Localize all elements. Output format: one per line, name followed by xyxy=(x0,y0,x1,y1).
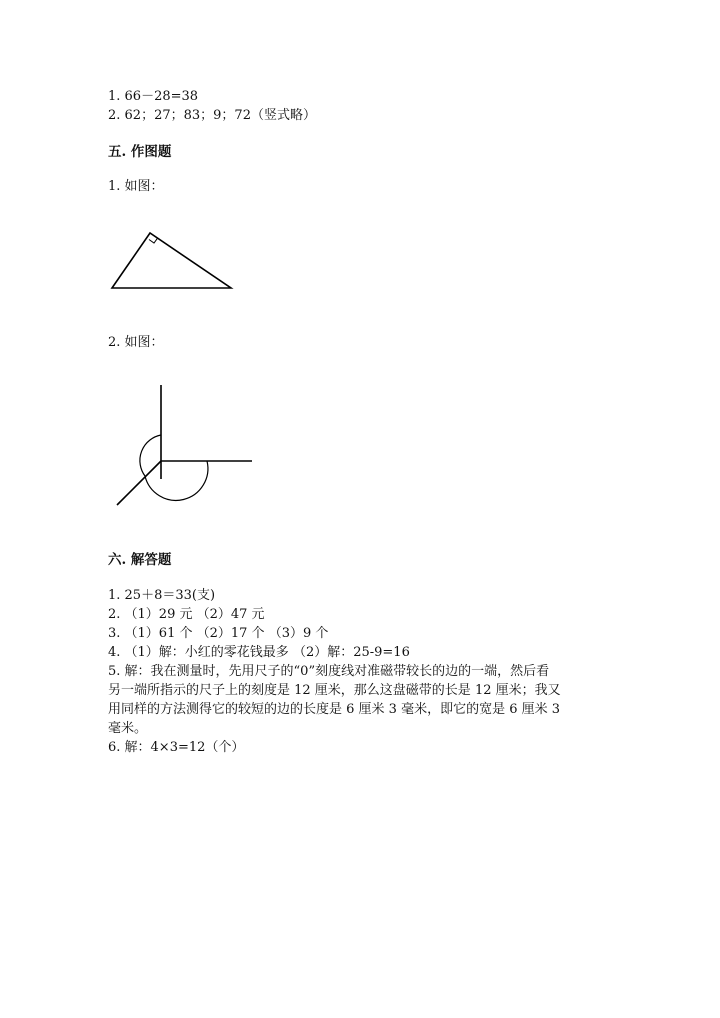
answer-line-6-5-cont-3: 毫米。 xyxy=(108,721,148,736)
angle-figure xyxy=(0,380,270,515)
answer-line-6-2: 2. （1）29 元 （2）47 元 xyxy=(108,607,265,622)
answer-line-6-5-cont-2: 用同样的方法测得它的较短的边的长度是 6 厘米 3 毫米，即它的宽是 6 厘米 3 xyxy=(108,702,561,717)
answer-line-6-1: 1. 25＋8＝33(支) xyxy=(108,588,216,603)
section-heading-word-problems: 六. 解答题 xyxy=(108,552,172,568)
right-triangle-figure xyxy=(0,225,260,300)
drawing-question-1-label: 1. 如图： xyxy=(108,179,164,194)
answer-line-6-4: 4. （1）解：小红的零花钱最多 （2）解：25-9=16 xyxy=(108,645,410,660)
right-angle-marker xyxy=(149,238,158,243)
diagonal-ray xyxy=(117,461,161,505)
answer-line-6-5: 5. 解：我在测量时，先用尺子的“0”刻度线对准磁带较长的边的一端，然后看 xyxy=(108,664,550,679)
angle-arc-top xyxy=(140,435,161,476)
answer-line-6-3: 3. （1）61 个 （2）17 个 （3）9 个 xyxy=(108,626,329,641)
answer-line-6-6: 6. 解：4×3=12（个） xyxy=(108,740,245,755)
answer-line-4-1: 1. 66－28=38 xyxy=(108,89,199,104)
answer-line-6-5-cont-1: 另一端所指示的尺子上的刻度是 12 厘米，那么这盘磁带的长是 12 厘米；我又 xyxy=(108,683,561,698)
right-triangle xyxy=(112,233,231,288)
drawing-question-2-label: 2. 如图： xyxy=(108,335,164,350)
section-heading-drawing: 五. 作图题 xyxy=(108,144,172,160)
answer-line-4-2: 2. 62；27；83；9；72（竖式略） xyxy=(108,108,316,123)
